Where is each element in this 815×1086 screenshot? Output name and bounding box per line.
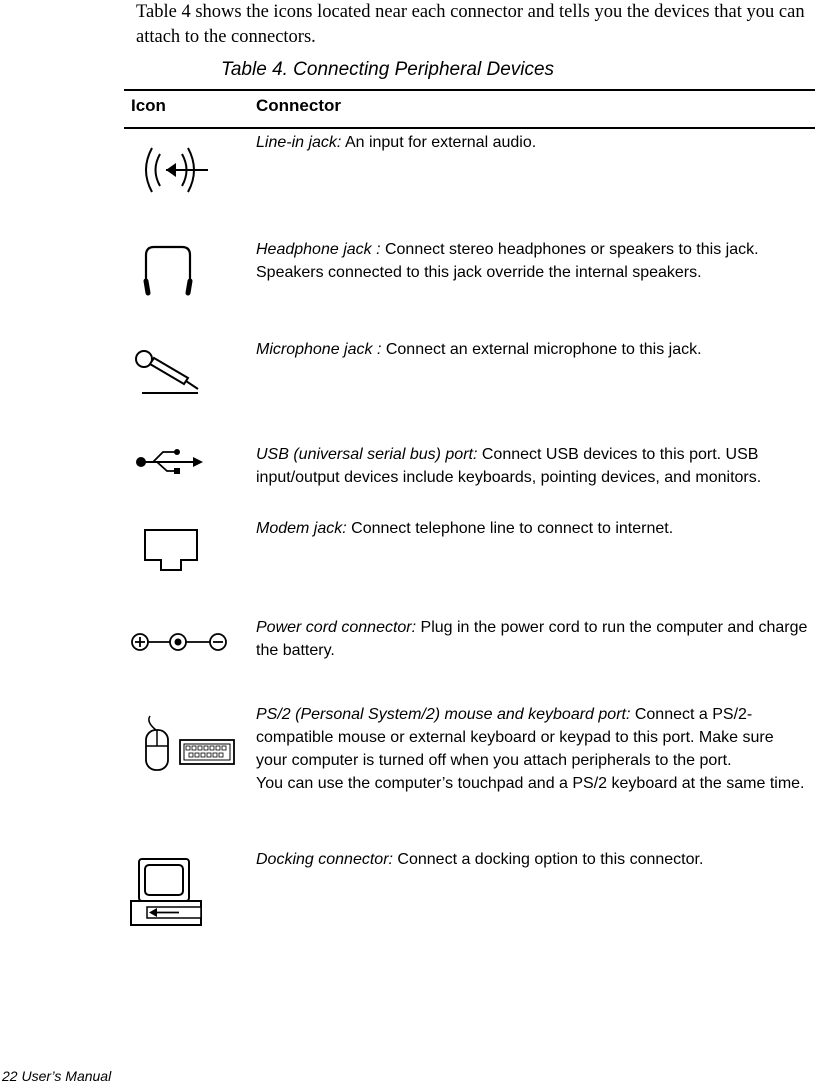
ps2-icon [140,714,238,776]
page-footer: 22 User’s Manual [2,1068,112,1084]
line-in-icon [138,142,212,198]
connector-description: Connect a docking option to this connector. [392,851,704,868]
connector-description: An input for external audio. [341,134,537,151]
column-header-icon: Icon [131,96,166,115]
intro-paragraph: Table 4 shows the icons located near each connector and tells you the devices that you can attach to the connectors. [136,2,805,47]
headphone-icon [140,243,196,299]
connector-description: Connect telephone line to connect to internet. [346,520,674,537]
connector-description: Connect a PS/2-compatible mouse or external keyboard or keypad to this port. Make sure your computer is turned off when you attach peripherals to the port. [256,706,774,769]
power-icon [128,628,230,656]
connector-description: Connect USB devices to this port. USB input/output devices include keyboards, pointing devices, and monitors. [256,446,762,486]
table-header-rule [124,127,815,129]
connector-name: USB (universal serial bus) port: [256,446,478,463]
docking-icon [129,857,205,929]
connector-description: Connect an external microphone to this jack. [381,341,702,358]
column-header-connector: Connector [256,96,341,115]
connector-name: Line-in jack: [256,134,342,151]
table-top-rule [124,89,815,91]
connector-name: PS/2 (Personal System/2) mouse and keyboard port: [256,706,631,723]
modem-icon [141,526,201,578]
connector-name: Docking connector: [256,851,393,868]
connector-description: Plug in the power cord to run the computer and charge the battery. [256,619,808,659]
connector-name: Modem jack: [256,520,347,537]
connector-name: Microphone jack : [256,341,382,358]
usb-icon [133,446,207,478]
connector-name: Headphone jack : [256,241,381,258]
table-caption: Table 4. Connecting Peripheral Devices [221,59,555,80]
connector-name: Power cord connector: [256,619,417,636]
microphone-icon [132,347,206,397]
connector-description: Connect stereo headphones or speakers to this jack. Speakers connected to this jack override the internal speakers. [256,241,759,281]
connector-note: You can use the computer’s touchpad and a PS/2 keyboard at the same time. [256,775,805,792]
